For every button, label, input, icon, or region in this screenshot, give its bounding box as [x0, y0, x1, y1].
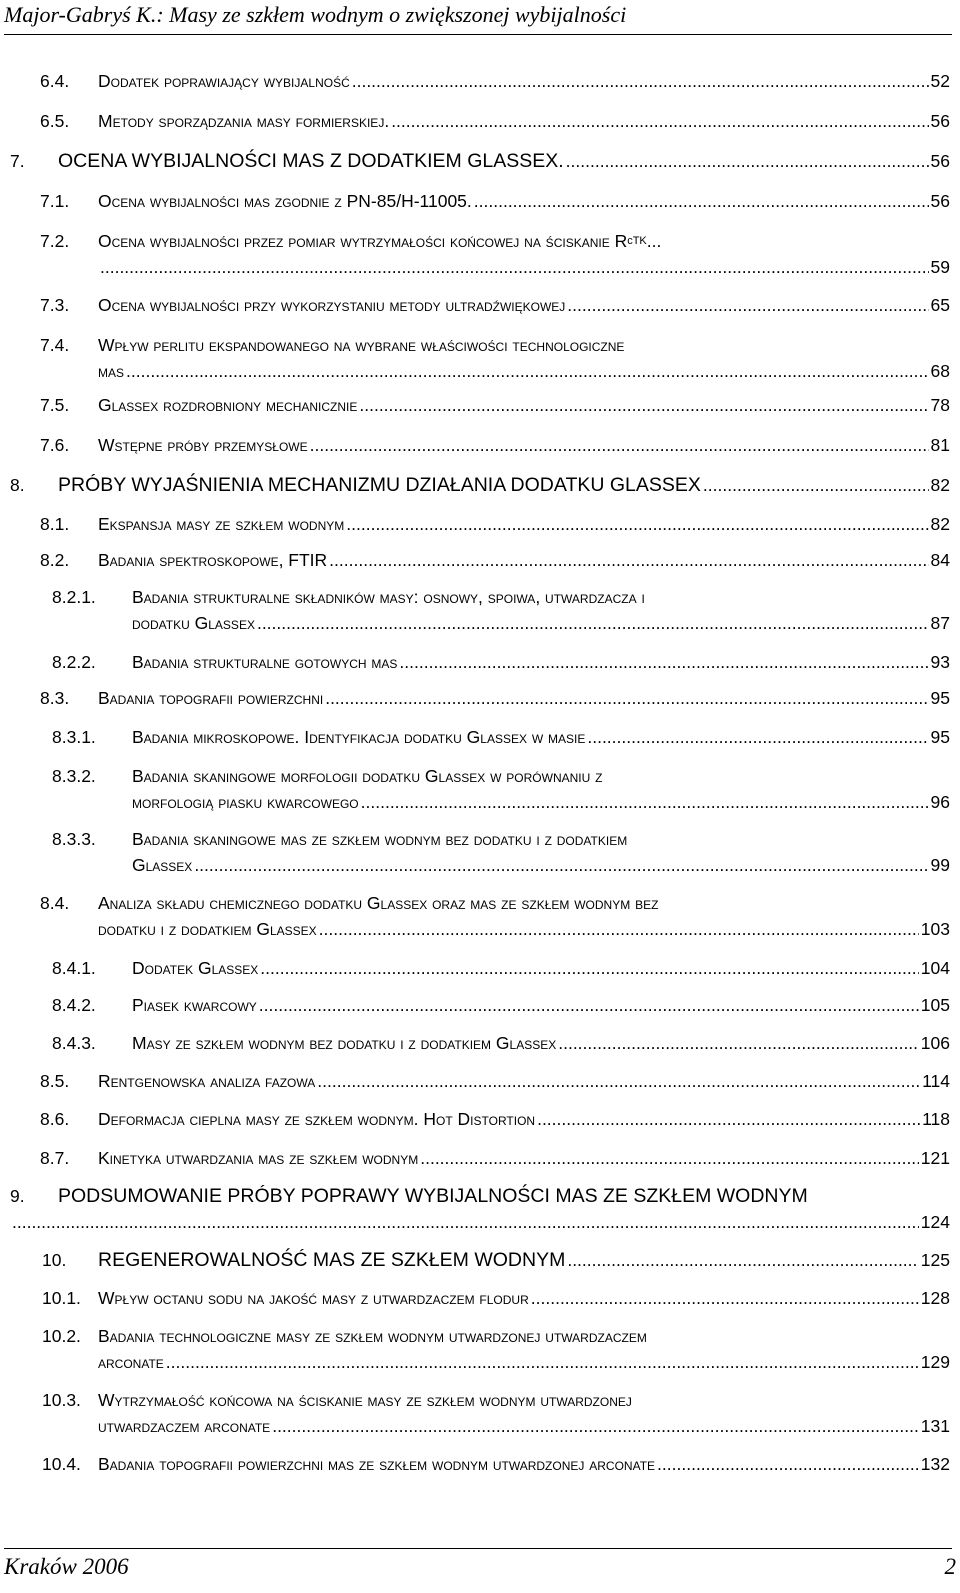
toc-entry-number: 7.6. [40, 435, 70, 455]
toc-entry-number: 7.2. [40, 231, 70, 251]
toc-entry-title-continued: dodatku Glassex [132, 613, 255, 633]
toc-entry-title: Masy ze szkłem wodnym bez dodatku i z dodatkiem Glassex [132, 1033, 557, 1053]
toc-entry[interactable] [52, 649, 950, 675]
dot-leader [558, 1030, 919, 1056]
toc-entry-number: 8.6. [40, 1109, 70, 1129]
toc-entry-title: Glassex rozdrobniony mechanicznie [98, 395, 358, 415]
toc-entry[interactable] [40, 511, 950, 537]
toc-entry[interactable] [10, 148, 950, 174]
toc-entry[interactable] [40, 1068, 950, 1094]
toc-entry[interactable] [52, 992, 950, 1018]
toc-entry-number: 10.1. [42, 1288, 81, 1308]
toc-entry-number: 8.3.3. [52, 829, 96, 849]
toc-entry-page: 132 [920, 1454, 950, 1474]
dot-leader [587, 724, 928, 750]
toc-entry-title-continued: mas [98, 361, 125, 381]
toc-entry-title: Kinetyka utwardzania mas ze szkłem wodnym [98, 1148, 419, 1168]
toc-entry-number: 10.4. [42, 1454, 81, 1474]
toc-entry-title: PODSUMOWANIE PRÓBY POPRAWY WYBIJALNOŚCI MAS ZE SZKŁEM WODNYM [58, 1185, 808, 1207]
toc-entry[interactable] [40, 685, 950, 711]
toc-entry-page: 114 [922, 1071, 950, 1091]
toc-entry-page: 104 [920, 958, 950, 978]
toc-entry-number: 7.5. [40, 395, 70, 415]
toc-entry-page: 84 [930, 550, 950, 570]
toc-entry-page: 121 [920, 1148, 950, 1168]
toc-entry-page: 106 [920, 1033, 950, 1053]
toc-entry-page: 99 [930, 855, 950, 875]
toc-entry[interactable] [40, 68, 950, 94]
toc-entry-number: 6.4. [40, 71, 70, 91]
toc-entry[interactable] [40, 188, 950, 214]
toc-entry[interactable] [40, 1145, 950, 1171]
dot-leader [126, 358, 929, 384]
toc-entry-page: 96 [930, 792, 950, 812]
toc-entry[interactable] [52, 763, 950, 815]
dot-leader [657, 1451, 919, 1477]
toc-entry-title: Dodatek poprawiający wybijalność [98, 71, 350, 91]
toc-entry-title: Dodatek Glassex [132, 958, 259, 978]
toc-entry-page: 125 [920, 1250, 950, 1270]
toc-entry-number: 8.4.2. [52, 995, 96, 1015]
dot-leader [194, 852, 928, 878]
subscript: c [627, 235, 633, 247]
toc-entry-number: 8.4.1. [52, 958, 96, 978]
toc-entry-number: 8.1. [40, 514, 70, 534]
toc-entry-title: Wpływ octanu sodu na jakość masy z utwardzaczem flodur [98, 1288, 529, 1308]
dot-leader [346, 511, 928, 537]
toc-entry[interactable] [10, 472, 950, 498]
toc-entry[interactable] [42, 1323, 950, 1375]
dot-leader [567, 292, 928, 318]
toc-entry[interactable] [40, 228, 950, 280]
dot-leader [260, 955, 919, 981]
dot-leader [352, 68, 929, 94]
toc-entry-page: 129 [920, 1352, 950, 1372]
toc-entry-title: Badania topografii powierzchni [98, 688, 324, 708]
dot-leader [166, 1349, 919, 1375]
toc-entry-page: 95 [930, 688, 950, 708]
toc-entry-title: Badania mikroskopowe. Identyfikacja dodatku Glassex w masie [132, 727, 586, 747]
toc-entry-title: REGENEROWALNOŚĆ MAS ZE SZKŁEM WODNYM [98, 1249, 566, 1271]
dot-leader [567, 1247, 918, 1273]
toc-entry[interactable] [42, 1285, 950, 1311]
dot-leader [361, 789, 929, 815]
running-header: Major-Gabryś K.: Masy ze szkłem wodnym o zwiększonej wybijalności [4, 2, 627, 27]
toc-entry-page: 93 [930, 652, 950, 672]
toc-entry[interactable] [40, 392, 950, 418]
toc-entry-title: Deformacja cieplna masy ze szkłem wodnym. Hot Distortion [98, 1109, 536, 1129]
toc-entry-number: 10.2. [42, 1326, 81, 1346]
toc-entry-number: 8. [10, 475, 25, 495]
toc-entry-number: 8.2.2. [52, 652, 96, 672]
toc-entry-number: 10.3. [42, 1390, 81, 1410]
toc-entry-number: 7. [10, 151, 25, 171]
toc-entry[interactable] [40, 292, 950, 318]
toc-entry-number: 8.3. [40, 688, 70, 708]
toc-entry-page: 103 [920, 919, 950, 939]
toc-entry-number: 8.2. [40, 550, 70, 570]
dot-leader [474, 188, 929, 214]
toc-entry[interactable] [40, 1106, 950, 1132]
toc-entry-page: 81 [930, 435, 950, 455]
toc-entry-page: 59 [930, 257, 950, 277]
toc-entry[interactable] [42, 1387, 950, 1439]
dot-leader [531, 1285, 919, 1311]
toc-entry-number: 8.3.2. [52, 766, 96, 786]
toc-entry-page: 131 [920, 1416, 950, 1436]
toc-entry-page: 52 [930, 71, 950, 91]
toc-entry-number: 8.3.1. [52, 727, 96, 747]
toc-entry-page: 78 [930, 395, 950, 415]
toc-entry-title: Ocena wybijalności przez pomiar wytrzymałości końcowej na ściskanie R [98, 231, 628, 251]
toc-entry[interactable] [40, 332, 950, 384]
toc-entry-number: 7.4. [40, 335, 70, 355]
toc-entry-title: Badania technologiczne masy ze szkłem wodnym utwardzonej utwardzaczem [98, 1326, 647, 1346]
toc-entry[interactable] [42, 1247, 950, 1273]
toc-entry[interactable] [40, 108, 950, 134]
toc-entry-number: 10. [42, 1250, 67, 1270]
dot-leader [100, 254, 929, 280]
toc-entry[interactable] [40, 547, 950, 573]
dot-leader [257, 610, 929, 636]
page-number: 2 [944, 1554, 956, 1579]
dot-leader [420, 1145, 919, 1171]
toc-entry-title: Piasek kwarcowy [132, 995, 257, 1015]
toc-entry-title: Badania strukturalne gotowych mas [132, 652, 398, 672]
toc-entry-number: 8.2.1. [52, 587, 96, 607]
toc-entry-page: 128 [920, 1288, 950, 1308]
toc-entry-title-continued: utwardzaczem arconate [98, 1416, 271, 1436]
toc-entry-number: 8.5. [40, 1071, 70, 1091]
toc-entry-page: 56 [930, 191, 950, 211]
toc-entry-page: 56 [930, 151, 950, 171]
toc-entry-page: 82 [930, 514, 950, 534]
toc-entry-number: 6.5. [40, 111, 70, 131]
dot-leader [566, 148, 929, 174]
toc-entry-title-continued: dodatku i z dodatkiem Glassex [98, 919, 317, 939]
toc-entry-title: Analiza składu chemicznego dodatku Glassex oraz mas ze szkłem wodnym bez [98, 893, 659, 913]
dot-leader [319, 916, 919, 942]
toc-entry-title: Ocena wybijalności mas zgodnie z PN-85/H-11005. [98, 191, 472, 211]
toc-entry-page: 124 [920, 1212, 950, 1232]
toc-entry-title: Wstępne próby przemysłowe [98, 435, 308, 455]
dot-leader [317, 1068, 920, 1094]
toc-entry[interactable] [52, 1030, 950, 1056]
dot-leader [359, 392, 928, 418]
toc-entry-title: Badania strukturalne składników masy: osnowy, spoiwa, utwardzacza i [132, 587, 645, 607]
footer-place-year: Kraków 2006 [4, 1554, 129, 1579]
toc-entry-title: Wpływ perlitu ekspandowanego na wybrane właściwości technologiczne [98, 335, 625, 355]
toc-entry[interactable] [40, 432, 950, 458]
toc-entry-page: 87 [930, 613, 950, 633]
dot-leader [310, 432, 929, 458]
toc-entry-number: 8.4. [40, 893, 70, 913]
toc-entry-page: 68 [930, 361, 950, 381]
toc-entry[interactable] [42, 1451, 950, 1477]
dot-leader [259, 992, 919, 1018]
dot-leader [12, 1209, 919, 1235]
toc-entry[interactable] [52, 724, 950, 750]
toc-entry-number: 8.7. [40, 1148, 70, 1168]
toc-entry-title: Badania spektroskopowe, FTIR [98, 550, 328, 570]
toc-entry-page: 95 [930, 727, 950, 747]
toc-entry-page: 105 [920, 995, 950, 1015]
dot-leader [272, 1413, 919, 1439]
toc-entry-title-continued: morfologią piasku kwarcowego [132, 792, 359, 812]
toc-entry-title: Badania skaningowe mas ze szkłem wodnym bez dodatku i z dodatkiem [132, 829, 628, 849]
dot-leader [329, 547, 928, 573]
dot-leader [537, 1106, 920, 1132]
toc-entry-title: Rentgenowska analiza fazowa [98, 1071, 316, 1091]
toc-entry[interactable] [52, 826, 950, 878]
toc-entry-number: 7.1. [40, 191, 70, 211]
toc-entry-page: 118 [922, 1109, 950, 1129]
header-divider [4, 34, 952, 35]
title-tail: ... [646, 231, 662, 251]
toc-entry-number: 9. [10, 1186, 25, 1206]
toc-entry-page: 65 [930, 295, 950, 315]
toc-entry-title: Badania skaningowe morfologii dodatku Glassex w porównaniu z [132, 766, 603, 786]
toc-entry[interactable] [10, 1183, 950, 1235]
toc-entry-page: 82 [930, 475, 950, 495]
toc-entry-title: Metody sporządzania masy formierskiej. [98, 111, 390, 131]
footer-divider [4, 1548, 952, 1549]
dot-leader [325, 685, 928, 711]
toc-entry-title: PRÓBY WYJAŚNIENIA MECHANIZMU DZIAŁANIA DODATKU GLASSEX [58, 474, 701, 496]
toc-entry-title: Badania topografii powierzchni mas ze szkłem wodnym utwardzonej arconate [98, 1454, 656, 1474]
toc-entry-number: 7.3. [40, 295, 70, 315]
toc-entry-title: Ekspansja masy ze szkłem wodnym [98, 514, 345, 534]
superscript: TK [632, 235, 647, 247]
toc-entry[interactable] [52, 584, 950, 636]
toc-entry-title: OCENA WYBIJALNOŚCI MAS Z DODATKIEM GLASSEX. [58, 150, 564, 172]
toc-entry-title: Ocena wybijalności przy wykorzystaniu metody ultradźwiękowej [98, 295, 566, 315]
dot-leader [391, 108, 928, 134]
toc-entry-title-continued: arconate [98, 1352, 164, 1372]
toc-entry-number: 8.4.3. [52, 1033, 96, 1053]
toc-entry-title-continued: Glassex [132, 855, 193, 875]
toc-entry[interactable] [40, 890, 950, 942]
dot-leader [399, 649, 928, 675]
toc-entry-page: 56 [930, 111, 950, 131]
toc-entry-title: Wytrzymałość końcowa na ściskanie masy ze szkłem wodnym utwardzonej [98, 1390, 632, 1410]
toc-entry[interactable] [52, 955, 950, 981]
dot-leader [703, 472, 929, 498]
